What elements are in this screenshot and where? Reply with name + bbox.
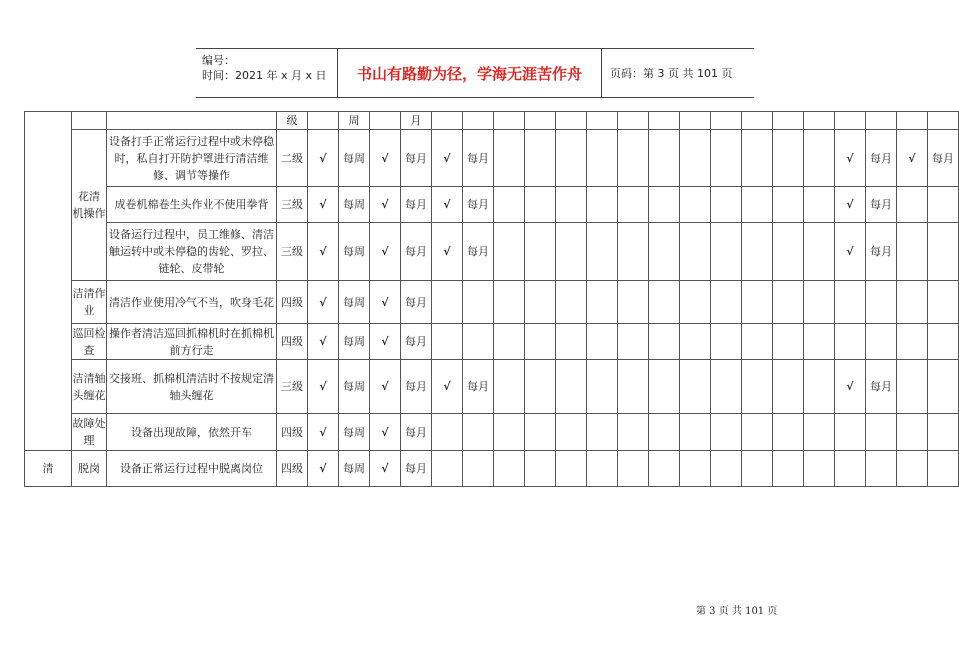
check-cell: √ [835, 360, 866, 414]
table-row [25, 130, 959, 187]
description-cell: 设备正常运行过程中脱离岗位 [107, 451, 277, 487]
check-cell: √ [370, 187, 401, 223]
freq-cell: 每月 [401, 281, 432, 324]
subcategory-cell: 巡回检查 [72, 324, 107, 360]
table-row [25, 112, 959, 130]
check-cell: √ [370, 281, 401, 324]
level-cell: 二级 [277, 130, 308, 187]
freq-cell: 每月 [401, 451, 432, 487]
freq-cell: 每周 [339, 281, 370, 324]
level-cell: 四级 [277, 324, 308, 360]
check-cell: √ [308, 324, 339, 360]
check-cell: √ [432, 187, 463, 223]
check-cell: √ [835, 130, 866, 187]
freq-cell: 每月 [401, 187, 432, 223]
freq-cell: 每月 [866, 187, 897, 223]
number-label: 编号： [202, 54, 235, 67]
check-cell: √ [308, 223, 339, 281]
check-cell: √ [370, 360, 401, 414]
level-cell: 四级 [277, 281, 308, 324]
check-cell: √ [432, 130, 463, 187]
header-meta [196, 49, 338, 97]
category-cell: 清 [25, 451, 72, 487]
description-cell: 交接班、抓棉机清洁时不按规定清轴头缠花 [107, 360, 277, 414]
freq-cell: 每月 [401, 360, 432, 414]
check-cell: √ [308, 360, 339, 414]
level-cell: 三级 [277, 360, 308, 414]
freq-cell: 每月 [866, 360, 897, 414]
table-row [25, 324, 959, 360]
freq-cell: 每月 [401, 324, 432, 360]
table-row [25, 451, 959, 487]
check-cell: √ [835, 223, 866, 281]
header-motto: 书山有路勤为径，学海无涯苦作舟 [338, 49, 602, 97]
subcategory-cell: 洁清轴头缠花 [72, 360, 107, 414]
freq-cell: 每周 [339, 130, 370, 187]
freq-cell: 每周 [339, 451, 370, 487]
freq-cell: 每月 [866, 223, 897, 281]
table-row [25, 360, 959, 414]
check-cell: √ [432, 223, 463, 281]
check-cell: √ [308, 187, 339, 223]
freq-cell: 周 [339, 112, 370, 130]
level-cell: 四级 [277, 414, 308, 451]
check-cell: √ [308, 130, 339, 187]
header-page-label: 页码：第 3 页 共 101 页 [610, 67, 733, 80]
description-cell: 设备出现故障，依然开车 [107, 414, 277, 451]
table-row [25, 414, 959, 451]
check-cell: √ [308, 414, 339, 451]
page-footer: 第 3 页 共 101 页 [696, 606, 778, 617]
freq-cell: 每周 [339, 223, 370, 281]
check-cell: √ [370, 223, 401, 281]
level-cell: 三级 [277, 187, 308, 223]
check-cell: √ [432, 360, 463, 414]
description-cell: 设备运行过程中，员工维修、清洁触运转中或未停稳的齿轮、罗拉、链轮、皮带轮 [107, 223, 277, 281]
freq-cell: 每周 [339, 360, 370, 414]
check-cell: √ [370, 130, 401, 187]
table-row [25, 223, 959, 281]
freq-cell: 每月 [463, 360, 494, 414]
freq-cell: 每月 [928, 130, 959, 187]
subcategory-cell: 故障处理 [72, 414, 107, 451]
check-cell: √ [897, 130, 928, 187]
subcategory-cell: 脱岗 [72, 451, 107, 487]
freq-cell: 每月 [401, 130, 432, 187]
freq-cell: 每周 [339, 324, 370, 360]
freq-cell: 每月 [866, 130, 897, 187]
document-header [196, 48, 754, 98]
table-row [25, 187, 959, 223]
level-cell: 四级 [277, 451, 308, 487]
description-cell: 设备打手正常运行过程中或未停稳时，私自打开防护罩进行清洁维修、调节等操作 [107, 130, 277, 187]
freq-cell: 每月 [463, 130, 494, 187]
check-cell: √ [370, 451, 401, 487]
subcategory-cell: 花清 机操作 [72, 130, 107, 281]
description-cell: 成卷机棉卷生头作业不使用拳背 [107, 187, 277, 223]
check-cell: √ [308, 281, 339, 324]
table-row [25, 281, 959, 324]
level-cell: 三级 [277, 223, 308, 281]
description-cell: 清洁作业使用冷气不当，吹身毛花 [107, 281, 277, 324]
category-label: 花清 [78, 190, 100, 203]
risk-table [24, 111, 959, 487]
time-label: 时间：2021 年 x 月 x 日 [202, 69, 327, 82]
freq-cell: 月 [401, 112, 432, 130]
description-cell: 操作者清洁巡回抓棉机时在抓棉机前方行走 [107, 324, 277, 360]
freq-cell: 每周 [339, 187, 370, 223]
freq-cell: 每月 [463, 187, 494, 223]
freq-cell: 每周 [339, 414, 370, 451]
check-cell: √ [835, 187, 866, 223]
category-cell [25, 112, 72, 451]
subcategory-cell: 洁清作业 [72, 281, 107, 324]
freq-cell: 每月 [401, 414, 432, 451]
check-cell: √ [370, 414, 401, 451]
level-cell: 级 [277, 112, 308, 130]
check-cell: √ [308, 451, 339, 487]
freq-cell: 每月 [463, 223, 494, 281]
check-cell: √ [370, 324, 401, 360]
freq-cell: 每月 [401, 223, 432, 281]
